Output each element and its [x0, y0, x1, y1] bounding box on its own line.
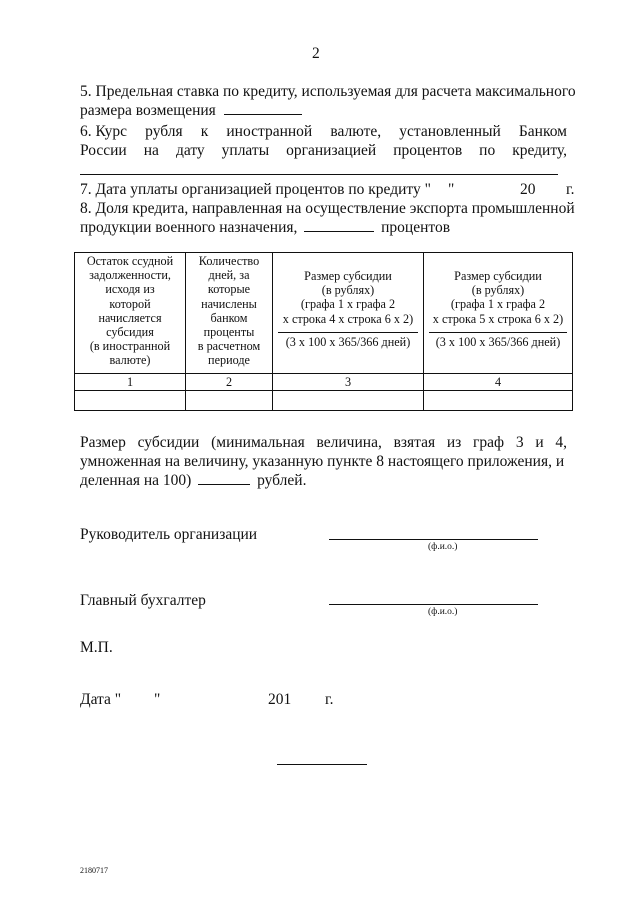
header-line: которой: [109, 296, 151, 311]
header-line: которые: [207, 282, 251, 297]
page-number: 2: [312, 45, 320, 62]
item-8-label: продукции военного назначения,: [80, 219, 298, 236]
header-line: (графа 1 x графа 2: [450, 297, 546, 312]
item-6-word: рубля: [145, 123, 183, 140]
item-6-word: Банком: [518, 123, 567, 140]
item-6-word: процентов: [393, 142, 463, 159]
summary-word: 3: [515, 434, 524, 451]
header-line: исходя из: [105, 282, 155, 297]
summary-line-2: умноженная на величину, указанную пункте 8 настоящего приложения, и: [80, 453, 565, 470]
column-number: 2: [186, 374, 273, 391]
subsidy-table: [74, 252, 573, 411]
table-cell[interactable]: [186, 391, 273, 411]
header-line: банком: [210, 310, 248, 325]
footer-code: 2180717: [80, 866, 108, 875]
item-8-unit: процентов: [381, 219, 451, 236]
item-6-word: дату: [175, 142, 205, 159]
exchange-rate-blank: [80, 174, 558, 175]
column-number: 3: [273, 374, 424, 391]
table-cell[interactable]: [75, 391, 186, 411]
header-line: задолженности,: [89, 268, 171, 283]
item-6-word: к: [200, 123, 209, 140]
head-signature-line: [329, 539, 538, 540]
table-cell[interactable]: [424, 391, 573, 411]
summary-word: Размер: [80, 434, 126, 451]
item-6-word: уплаты: [221, 142, 270, 159]
item-7-quote: ": [448, 181, 455, 198]
table-row: [75, 391, 573, 411]
header-line: (в рублях): [321, 283, 375, 298]
header-line: (графа 1 x графа 2: [300, 297, 396, 312]
header-line: начисляется: [98, 310, 162, 325]
header-line: в расчетном: [197, 339, 261, 354]
header-line: (в иностранной: [89, 339, 171, 354]
table-cell[interactable]: [273, 391, 424, 411]
header-line: (в рублях): [471, 283, 525, 298]
item-6-word: валюте,: [330, 123, 382, 140]
summary-word: граф: [473, 434, 505, 451]
header-line: Размер субсидии: [454, 269, 542, 283]
summary-word: из: [446, 434, 462, 451]
rate-blank: [224, 101, 302, 115]
separator-line: [277, 764, 367, 765]
subsidy-amount-blank: [198, 471, 250, 485]
item-8-line-1: 8. Доля кредита, направленная на осуществление экспорта промышленной: [80, 200, 575, 217]
item-5-line-1: 5. Предельная ставка по кредиту, используемая для расчета максимального: [80, 83, 576, 100]
summary-word: субсидии: [137, 434, 200, 451]
share-blank: [304, 218, 374, 232]
header-line: Остаток ссудной: [86, 254, 174, 268]
header-line: периоде: [208, 353, 250, 368]
header-cell-subsidy-3: [273, 253, 424, 374]
header-line: Размер субсидии: [304, 269, 392, 283]
item-6-word: 6. Курс: [80, 123, 128, 140]
item-8-line-2: [80, 218, 450, 237]
summary-word: величина,: [316, 434, 382, 451]
header-line: начислены: [201, 296, 257, 311]
header-line: субсидия: [106, 325, 154, 340]
column-number: 4: [424, 374, 573, 391]
date-label: Дата ": [80, 691, 122, 708]
item-6-line-2: [80, 141, 567, 160]
item-7-text: 7. Дата уплаты организацией процентов по кредиту ": [80, 181, 431, 198]
item-6-line-1: [80, 122, 567, 141]
header-cell-balance: [75, 253, 186, 374]
item-6-word: по: [479, 142, 496, 159]
table-number-row: [75, 374, 573, 391]
summary-word: (минимальная: [211, 434, 305, 451]
header-line: x строка 5 x строка 6 x 2): [432, 311, 564, 326]
denominator: (3 x 100 x 365/366 дней): [429, 332, 567, 349]
summary-word: 4,: [555, 434, 567, 451]
summary-word: взятая: [393, 434, 436, 451]
header-line: валюте): [109, 353, 151, 368]
stamp-place: М.П.: [80, 639, 113, 656]
column-number: 1: [75, 374, 186, 391]
denominator: (3 x 100 x 365/366 дней): [278, 332, 418, 349]
date-quote: ": [154, 691, 161, 708]
header-cell-days: [186, 253, 273, 374]
item-7-suffix: г.: [566, 181, 575, 198]
head-fio-caption: (ф.и.о.): [428, 542, 458, 552]
summary-label: деленная на 100): [80, 472, 192, 489]
head-of-organization-label: Руководитель организации: [80, 526, 258, 543]
item-7-year: 20: [520, 181, 536, 198]
chief-accountant-label: Главный бухгалтер: [80, 592, 206, 609]
date-year: 201: [268, 691, 292, 708]
accountant-signature-line: [329, 604, 538, 605]
item-5-line-2: [80, 101, 302, 120]
summary-word: и: [535, 434, 544, 451]
summary-line-1: [80, 433, 567, 452]
header-line: дней, за: [208, 268, 250, 283]
item-6-word: России: [80, 142, 127, 159]
item-6-word: на: [143, 142, 159, 159]
summary-unit: рублей.: [257, 472, 307, 489]
table-header-row: [75, 253, 573, 374]
header-cell-subsidy-4: [424, 253, 573, 374]
summary-line-3: [80, 471, 306, 490]
item-6-word: организацией: [286, 142, 377, 159]
header-line: Количество: [198, 254, 260, 268]
item-5-label: размера возмещения: [80, 102, 216, 119]
item-6-word: кредиту,: [512, 142, 567, 159]
accountant-fio-caption: (ф.и.о.): [428, 607, 458, 617]
item-6-word: иностранной: [226, 123, 313, 140]
header-line: проценты: [203, 325, 255, 340]
header-line: x строка 4 x строка 6 x 2): [282, 311, 414, 326]
date-suffix: г.: [325, 691, 334, 708]
item-6-word: установленный: [399, 123, 501, 140]
